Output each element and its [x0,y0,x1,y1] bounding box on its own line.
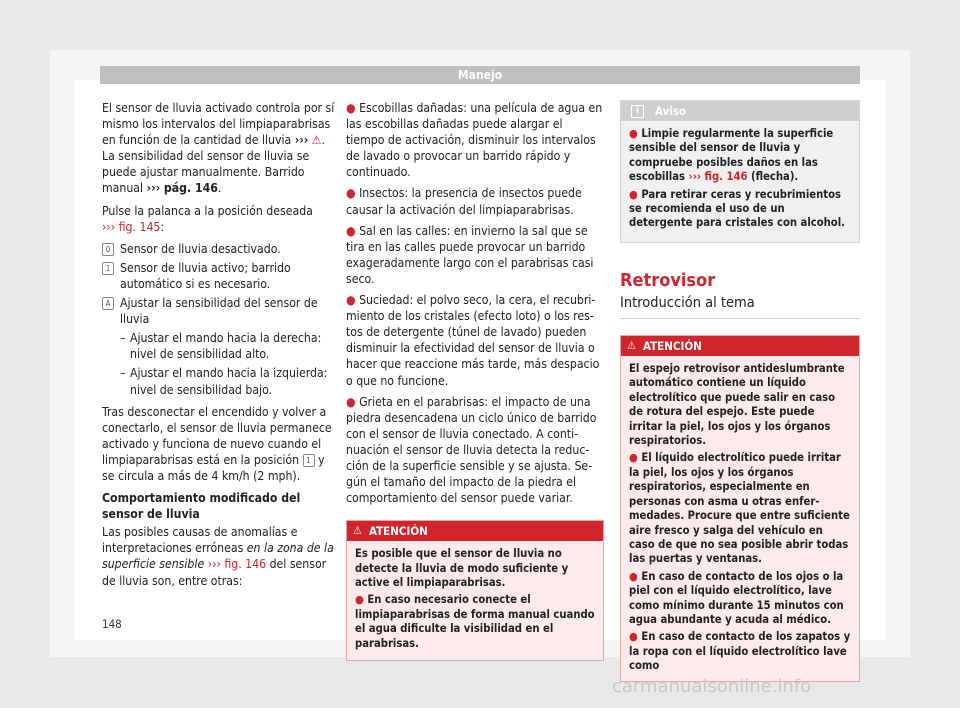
list-item: ● Escobillas dañadas: una película de agua en las escobillas dañadas puede alargar el tiempo de activación, disminuir los intervalos de lavado o provocar un barrido rápido y continuado. [346,101,603,180]
bullet-icon: ● [346,101,356,115]
warning-triangle-icon: ⚠ [353,524,362,538]
page-ref-link[interactable]: ››› pág. 146 [146,181,218,196]
cross-ref-arrow[interactable]: ››› [294,133,309,148]
paragraph-reconnect: Tras desconectar el encendido y volver a conectarlo, el sensor de lluvia permanece activado y funciona de nuevo cuando el limpiaparabrisas está en la posición 1 y se circula a más de 4 km/h (2 mph). [102,404,332,483]
list-item: 1 Sensor de lluvia activo; barrido automático si es necesario. [102,260,338,292]
list-item: ● El líquido electrolítico puede irritar la piel, los ojos y los órganos respiratorios, especialmente en personas con asma u otras enfermedades. Procure que entre suficiente aire fresco y salga del vehículo en caso de que no sea posible abrir todas las puertas y ventanas. [629,451,850,566]
dash-item: – Ajustar el mando hacia la izquierda: nivel de sensibilidad bajo. [102,365,338,397]
list-item: ● Suciedad: el polvo seco, la cera, el recubrimiento de los cristales (efecto loto) o los restos de detergente (túnel de lavado) pueden disminuir la efectividad del sensor de lluvia o hacer que reaccione más tarde, más despacio o que no funcione. [346,293,600,388]
warning-header: ⚠ ATENCIÓN [621,336,859,356]
bullet-icon: ● [629,127,638,140]
key-label: 1 [102,262,114,275]
bullet-icon: ● [346,186,356,201]
warning-triangle-icon: ⚠ [311,133,322,148]
dash-item: – Ajustar el mando hacia la derecha: nivel de sensibilidad alto. [102,330,338,362]
warning-body: Es posible que el sensor de lluvia no detecte la lluvia de modo suficiente y active el limpiaparabrisas. ● En caso necesario conecte el limpiaparabrisas de forma manual cuando el agua dificulte la visibilidad en el parabrisas. [355,547,595,650]
bullet-icon: ● [629,187,638,201]
bullet-icon: ● [346,293,356,308]
figure-ref-link[interactable]: ››› fig. 146 [207,557,267,572]
key-label: 0 [102,243,114,256]
chapter-header: Manejo [100,66,860,84]
notice-header: i Aviso [621,101,859,121]
list-item: ● Grieta en el parabrisas: el impacto de una piedra desencadena un ciclo único de barrido con el sensor de lluvia conectado. A continuación el sensor de lluvia detecta la reducción de la superficie sensible y se ajusta. Según el tamaño del impacto de la piedra el comportamiento del sensor puede variar. [346,394,597,506]
key-label: 1 [303,454,315,467]
list-item: ● En caso necesario conecte el limpiaparabrisas de forma manual cuando el agua dificulte la visibilidad en el parabrisas. [355,593,595,650]
page-number: 148 [102,617,122,631]
list-item: ● En caso de contacto de los zapatos y la ropa con el líquido electrolítico lave como [629,630,851,673]
notice-body [621,121,859,242]
column-right [620,100,860,682]
list-item: 0 Sensor de lluvia desactivado. [102,241,338,257]
watermark: carmanualsonline.info [612,676,812,697]
list-item: ● Sal en las calles: en invierno la sal que se tira en las calles puede provocar un barrido exageradamente largo con el parabrisas casi seco. [346,223,594,286]
section-subtitle: Introducción al tema [620,295,860,319]
list-item: A Ajustar la sensibilidad del sensor de lluvia [102,295,338,327]
list-item: ● Insectos: la presencia de insectos puede causar la activación del limpiaparabrisas. [346,186,582,217]
warning-header: ⚠ ATENCIÓN [347,521,603,541]
paragraph-position: Pulse la palanca a la posición deseada ››› fig. 145: [102,203,313,234]
paragraph-intro: El sensor de lluvia activado controla por sí mismo los intervalos del limpiaparabrisas en función de la cantidad de lluvia ››› ⚠. La sensibilidad del sensor de lluvia se puede ajustar manualmente. Barrido manual ››› pág. 146. [102,101,335,196]
warning-box [346,520,604,661]
figure-ref-link[interactable]: ››› fig. 146 [688,170,748,184]
warning-triangle-icon: ⚠ [627,339,636,353]
info-icon: i [631,105,644,118]
bullet-icon: ● [346,394,356,409]
column-left [102,100,338,595]
figure-ref-link[interactable]: ››› fig. 145 [102,219,161,234]
bullet-icon: ● [629,451,638,465]
notice-box [620,100,860,243]
subheading: Comportamiento modificado del sensor de lluvia [102,491,301,522]
warning-box [620,335,860,682]
paragraph-causes: Las posibles causas de anomalías e interpretaciones erróneas en la zona de la superficie sensible ››› fig. 146 del sensor de lluvia son, entre otras: [102,525,334,588]
bullet-icon: ● [629,630,638,644]
list-item: ● Para retirar ceras y recubrimientos se recomienda el uso de un detergente para cristales con alcohol. [629,187,845,230]
bullet-icon: ● [355,593,364,607]
column-middle [346,100,604,661]
list-item: ● Limpie regularmente la superficie sensible del sensor de lluvia y compruebe posibles daños en las escobillas ››› fig. 146 (flecha). [629,127,834,184]
list-item: ● En caso de contacto de los ojos o la piel con el líquido electrolítico, lave como mínimo durante 15 minutos con agua abundante y acuda al médico. [629,569,844,626]
section-title: Retrovisor [620,269,716,291]
bullet-icon: ● [346,223,356,238]
bullet-icon: ● [629,569,638,583]
warning-body: El espejo retrovisor antideslumbrante automático contiene un líquido electrolítico que puede salir en caso de rotura del espejo. Este puede irritar la piel, los ojos y los órganos respiratorios. ● El líquido electrolítico puede irritar la piel, los ojos y los órganos respiratorios, especialmente en personas con asma u otras enfermedades. Procure que entre suficiente aire fresco y salga del vehículo en caso de que no sea posible abrir todas las puertas y ventanas. ● En caso de contacto de los ojos o la piel con el líquido electrolítico, lave como mínimo durante 15 minutos con agua abundante y acuda al médico. ● En caso de contacto de los zapatos y la ropa con el líquido electrolítico lave como [629,362,851,673]
key-label: A [102,297,114,310]
